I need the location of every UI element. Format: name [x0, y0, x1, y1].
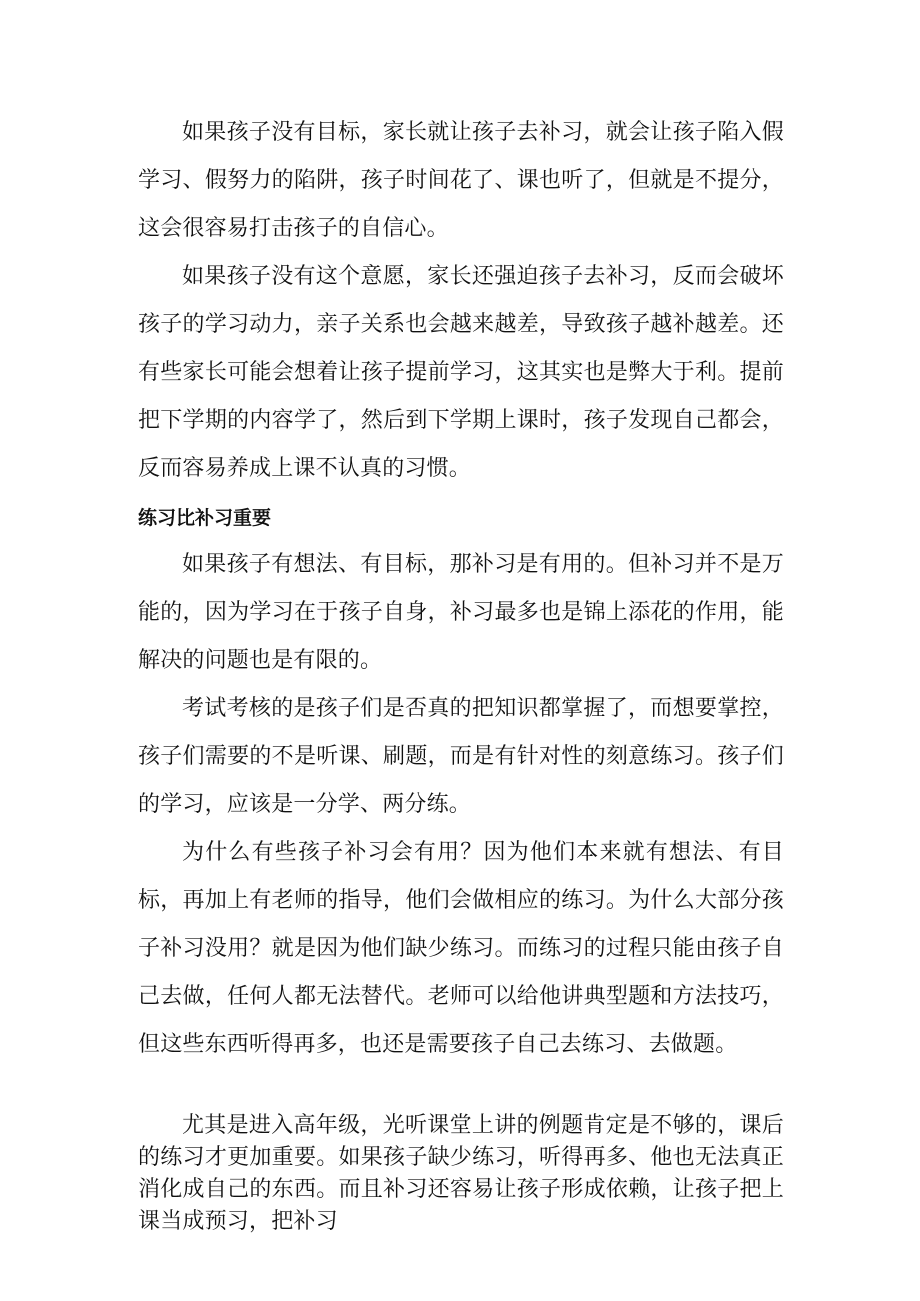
section-heading: 练习比补习重要 — [138, 507, 272, 529]
paragraph-1: 如果孩子没有目标，家长就让孩子去补习，就会让孩子陷入假学习、假努力的陷阱，孩子时间花了、课也听了，但就是不提分，这会很容易打击孩子的自信心。 — [138, 120, 784, 241]
paragraph-2: 如果孩子没有这个意愿，家长还强迫孩子去补习，反而会破坏孩子的学习动力，亲子关系也会越来越差，导致孩子越补越差。还有些家长可能会想着让孩子提前学习，这其实也是弊大于利。提前把下学期的内容学了，然后到下学期上课时，孩子发现自己都会，反而容易养成上课不认真的习惯。 — [138, 264, 784, 481]
paragraph-4: 考试考核的是孩子们是否真的把知识都掌握了，而想要掌控，孩子们需要的不是听课、刷题，而是有针对性的刻意练习。孩子们的学习，应该是一分学、两分练。 — [138, 696, 784, 817]
paragraph-3: 如果孩子有想法、有目标，那补习是有用的。但补习并不是万能的，因为学习在于孩子自身，补习最多也是锦上添花的作用，能解决的问题也是有限的。 — [138, 552, 784, 673]
paragraph-5: 为什么有些孩子补习会有用？因为他们本来就有想法、有目标，再加上有老师的指导，他们会做相应的练习。为什么大部分孩子补习没用？就是因为他们缺少练习。而练习的过程只能由孩子自己去做，任何人都无法替代。老师可以给他讲典型题和方法技巧，但这些东西听得再多，也还是需要孩子自己去练习、去做题。 — [138, 840, 784, 1057]
paragraph-6: 尤其是进入高年级，光听课堂上讲的例题肯定是不够的，课后的练习才更加重要。如果孩子缺少练习，听得再多、他也无法真正消化成自己的东西。而且补习还容易让孩子形成依赖，让孩子把上课当成预习，把补习 — [138, 1113, 784, 1234]
